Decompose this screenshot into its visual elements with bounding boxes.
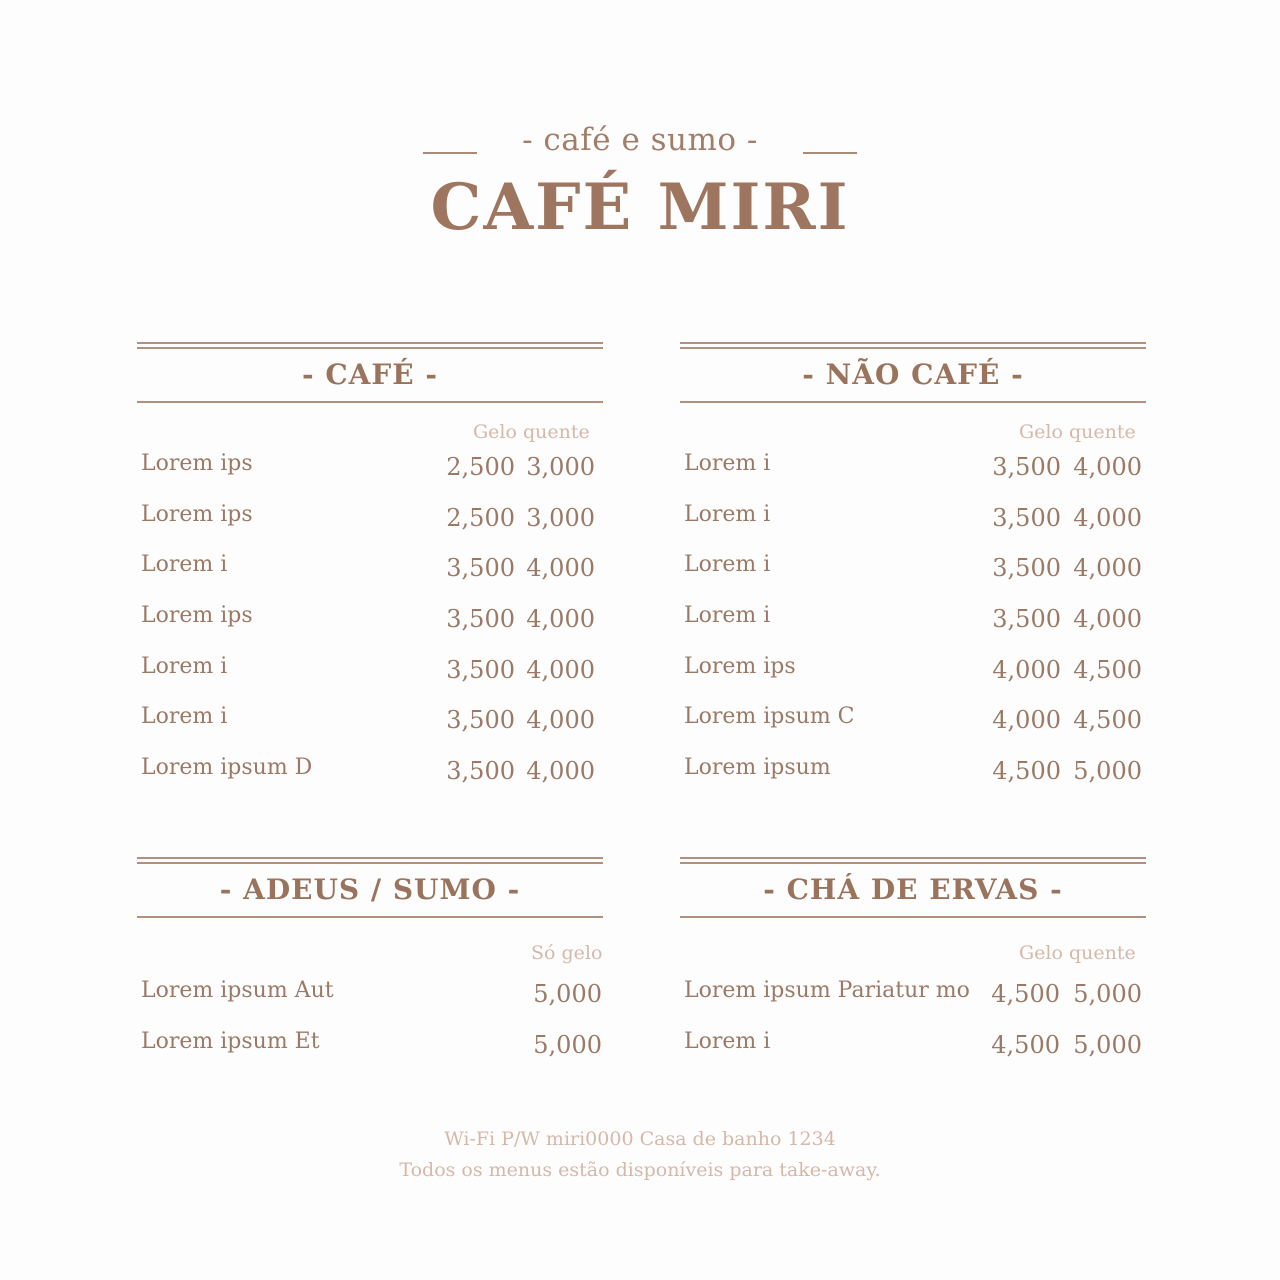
menu-item-row [137,702,603,753]
item-price-second: 3,000 [526,503,595,532]
item-price-first: 3,500 [992,554,1061,583]
menu-item-row [680,976,1146,1027]
menu-item-row [680,652,1146,703]
column-label: Gelo quente [1019,942,1136,964]
item-price-second: 4,000 [1073,554,1142,583]
item-name: Lorem ips [141,603,253,629]
item-name: Lorem ipsum Aut [141,978,334,1003]
item-name: Lorem ipsum [684,755,831,781]
menu-item-row [137,976,603,1027]
section-title: - NÃO CAFÉ - [802,358,1024,391]
item-name: Lorem i [684,451,771,476]
item-price-first: 3,500 [446,605,515,634]
item-price-first: 3,500 [446,757,515,786]
tagline-row [0,118,1280,168]
item-list [680,976,1146,1077]
section-nao-cafe [680,342,1146,804]
item-price-second: 4,500 [1073,655,1142,684]
takeaway-note: Todos os menus estão disponíveis para take-away. [399,1159,881,1181]
column-header [680,403,1146,449]
cafe-title: CAFÉ MIRI [430,170,850,245]
item-name: Lorem i [684,501,771,527]
menu-item-row [680,601,1146,652]
menu-item-row [680,550,1146,601]
item-price-first: 4,500 [991,980,1060,1008]
column-label: Só gelo [531,942,603,964]
column-label: Gelo quente [473,421,590,443]
menu-item-row [137,652,603,703]
item-price-first: 4,500 [992,757,1061,786]
item-name: Lorem i [684,1028,771,1054]
item-price-first: 3,500 [446,706,515,735]
item-price-second: 5,000 [1073,757,1142,786]
menu-item-row [137,1027,603,1078]
section-title: - ADEUS / SUMO - [219,873,521,906]
item-price-second: 4,000 [1073,605,1142,634]
section-rule [680,342,1146,344]
tagline: - café e sumo - [522,122,758,158]
item-price-second: 5,000 [533,1030,602,1059]
item-price-first: 4,000 [992,655,1061,684]
menu-item-row [680,753,1146,804]
item-price-first: 2,500 [446,453,515,481]
menu-item-row [680,449,1146,500]
menu-item-row [137,550,603,601]
item-price-second: 5,000 [533,980,602,1008]
item-price-second: 4,000 [526,706,595,735]
tagline-rule-right [803,152,857,154]
item-price-first: 3,500 [992,605,1061,634]
menu-item-row [137,753,603,804]
menu-item-row [680,702,1146,753]
item-list [137,449,603,804]
item-price-first: 3,500 [446,554,515,583]
menu-item-row [137,500,603,551]
section-title: - CAFÉ - [302,358,438,391]
item-name: Lorem ipsum D [141,755,313,781]
item-price-second: 4,000 [526,554,595,583]
menu-item-row [680,500,1146,551]
item-name: Lorem i [684,603,771,629]
item-price-second: 4,000 [1073,503,1142,532]
item-price-second: 5,000 [1073,1030,1142,1059]
section-title: - CHÁ DE ERVAS - [763,873,1063,906]
menu-item-row [137,449,603,500]
item-price-second: 4,000 [526,605,595,634]
item-price-first: 2,500 [446,503,515,532]
item-name: Lorem i [141,552,228,578]
section-cafe [137,342,603,804]
item-price-first: 4,500 [991,1030,1060,1059]
column-header [137,403,603,449]
item-list [680,449,1146,804]
menu-item-row [137,601,603,652]
menu-footer [0,1124,1280,1186]
item-name: Lorem ipsum C [684,704,855,730]
item-price-first: 3,500 [992,453,1061,481]
item-name: Lorem ipsum Pariatur mo [684,978,970,1003]
item-price-second: 4,500 [1073,706,1142,735]
menu-header [0,118,1280,245]
item-list [137,976,603,1077]
item-name: Lorem i [141,704,228,730]
item-price-second: 4,000 [526,655,595,684]
item-price-second: 4,000 [526,757,595,786]
section-adeus-sumo [137,857,603,1077]
wifi-info: Wi-Fi P/W miri0000 Casa de banho 1234 [444,1128,836,1150]
column-header [137,918,603,964]
section-rule [680,857,1146,859]
column-header [680,918,1146,964]
section-rule [137,857,603,859]
column-label: Gelo quente [1019,421,1136,443]
item-price-second: 3,000 [526,453,595,481]
item-name: Lorem ips [141,501,253,527]
section-rule [137,342,603,344]
section-cha-de-ervas [680,857,1146,1077]
item-price-first: 3,500 [446,655,515,684]
item-name: Lorem i [684,552,771,578]
item-price-first: 4,000 [992,706,1061,735]
item-name: Lorem i [141,653,228,679]
item-name: Lorem ips [684,653,796,679]
item-price-second: 4,000 [1073,453,1142,481]
menu-item-row [680,1027,1146,1078]
item-price-first: 3,500 [992,503,1061,532]
item-price-second: 5,000 [1073,980,1142,1008]
item-name: Lorem ipsum Et [141,1028,320,1054]
item-name: Lorem ips [141,451,253,476]
